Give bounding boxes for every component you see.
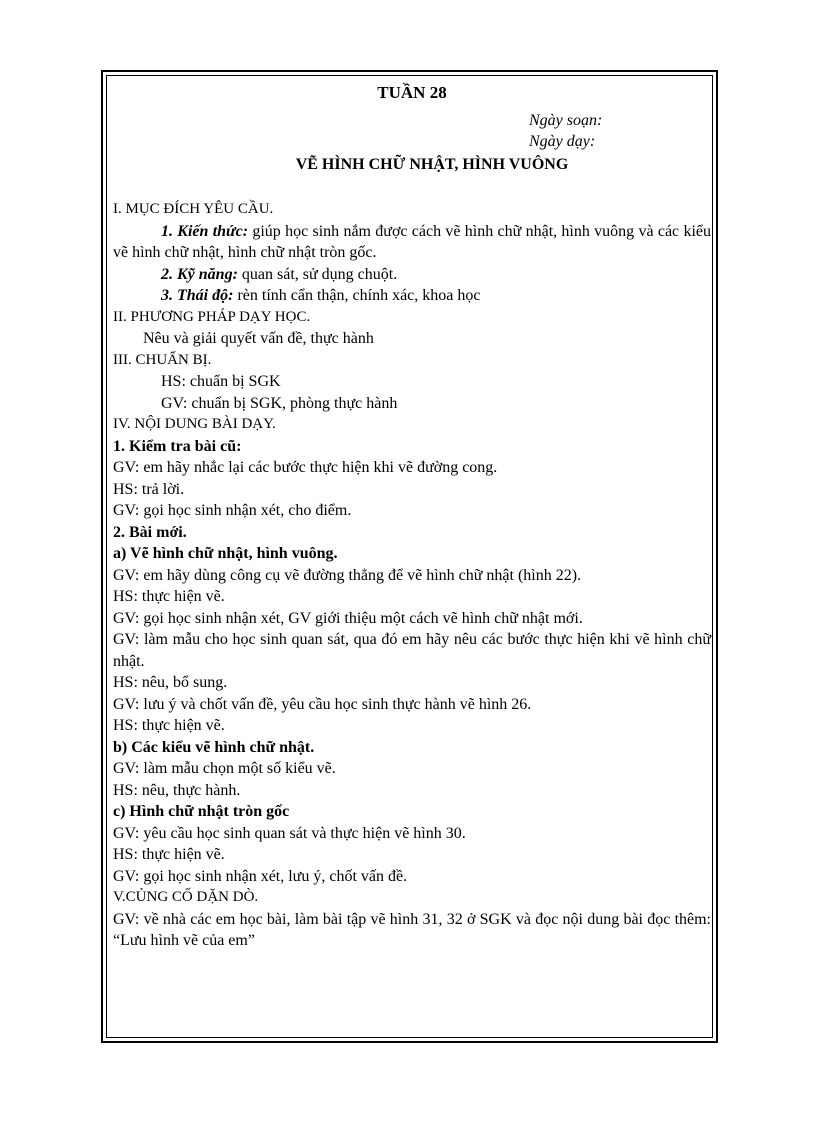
part-b-line: HS: nêu, thực hành. bbox=[113, 781, 241, 799]
part-c-line: HS: thực hiện vẽ. bbox=[113, 846, 225, 863]
section-3-heading: III. CHUẨN BỊ. bbox=[113, 351, 212, 368]
attitude-objective bbox=[113, 285, 711, 307]
lesson-title: VẼ HÌNH CHỮ NHẬT, HÌNH VUÔNG bbox=[295, 155, 569, 173]
part-c-line: GV: gọi học sinh nhận xét, lưu ý, chốt vấn đề. bbox=[113, 867, 408, 885]
knowledge-label: 1. Kiến thức: bbox=[161, 222, 249, 240]
method-text: Nêu và giải quyết vấn đề, thực hành bbox=[143, 330, 374, 347]
part-c-heading: c) Hình chữ nhật tròn gốc bbox=[113, 803, 290, 820]
section-1-heading: I. MỤC ĐÍCH YÊU CẦU. bbox=[113, 201, 274, 217]
attitude-label: 3. Thái độ: bbox=[161, 287, 234, 304]
prep-teacher: GV: chuẩn bị SGK, phòng thực hành bbox=[161, 394, 398, 412]
part-a-line: GV: gọi học sinh nhận xét, GV giới thiệu một cách vẽ hình chữ nhật mới. bbox=[113, 609, 583, 627]
part-a-line: GV: em hãy dùng công cụ vẽ đường thẳng để vẽ hình chữ nhật (hình 22). bbox=[113, 566, 582, 584]
knowledge-text: giúp học sinh nắm được cách vẽ hình chữ nhật, hình vuông và các kiểu vẽ hình chữ nhật, hình chữ nhật tròn gốc. bbox=[113, 222, 711, 261]
check-line: GV: em hãy nhắc lại các bước thực hiện khi vẽ đường cong. bbox=[113, 459, 498, 476]
part-a-heading: a) Vẽ hình chữ nhật, hình vuông. bbox=[113, 545, 338, 562]
prep-student: HS: chuẩn bị SGK bbox=[161, 373, 281, 390]
lesson-plan bbox=[113, 82, 711, 952]
section-5-heading: V.CỦNG CỐ DẶN DÒ. bbox=[113, 889, 259, 905]
knowledge-objective bbox=[113, 221, 711, 264]
skill-objective bbox=[113, 264, 711, 286]
part-b-line: GV: làm mẫu chọn một số kiểu vẽ. bbox=[113, 760, 336, 777]
skill-label: 2. Kỹ năng: bbox=[161, 265, 238, 283]
part-b-heading: b) Các kiểu vẽ hình chữ nhật. bbox=[113, 738, 315, 756]
check-old-heading: 1. Kiểm tra bài cũ: bbox=[113, 437, 242, 455]
skill-text: quan sát, sử dụng chuột. bbox=[237, 265, 398, 283]
new-lesson-heading: 2. Bài mới. bbox=[113, 523, 187, 541]
prep-date-label: Ngày soạn: bbox=[529, 111, 603, 129]
part-a-line: HS: thực hiện vẽ. bbox=[113, 717, 225, 734]
part-a-line: GV: làm mẫu cho học sinh quan sát, qua đó em hãy nêu các bước thực hiện khi vẽ hình chữ nhật. bbox=[113, 631, 711, 670]
part-a-line: HS: nêu, bổ sung. bbox=[113, 674, 228, 691]
teach-date-label: Ngày dạy: bbox=[529, 132, 596, 150]
section-4-heading: IV. NỘI DUNG BÀI DẠY. bbox=[113, 416, 276, 432]
part-a-line: HS: thực hiện vẽ. bbox=[113, 588, 225, 605]
homework-text: GV: về nhà các em học bài, làm bài tập vẽ hình 31, 32 ở SGK và đọc nội dung bài đọc thêm: “Lưu hình vẽ của em” bbox=[113, 910, 711, 949]
week-heading: TUẦN 28 bbox=[377, 83, 447, 102]
check-line: GV: gọi học sinh nhận xét, cho điểm. bbox=[113, 502, 352, 519]
attitude-text: rèn tính cẩn thận, chính xác, khoa học bbox=[233, 287, 481, 304]
part-a-line: GV: lưu ý và chốt vấn đề, yêu cầu học sinh thực hành vẽ hình 26. bbox=[113, 695, 532, 713]
part-c-line: GV: yêu cầu học sinh quan sát và thực hiện vẽ hình 30. bbox=[113, 824, 466, 842]
check-line: HS: trả lời. bbox=[113, 480, 185, 498]
section-2-heading: II. PHƯƠNG PHÁP DẠY HỌC. bbox=[113, 308, 311, 325]
